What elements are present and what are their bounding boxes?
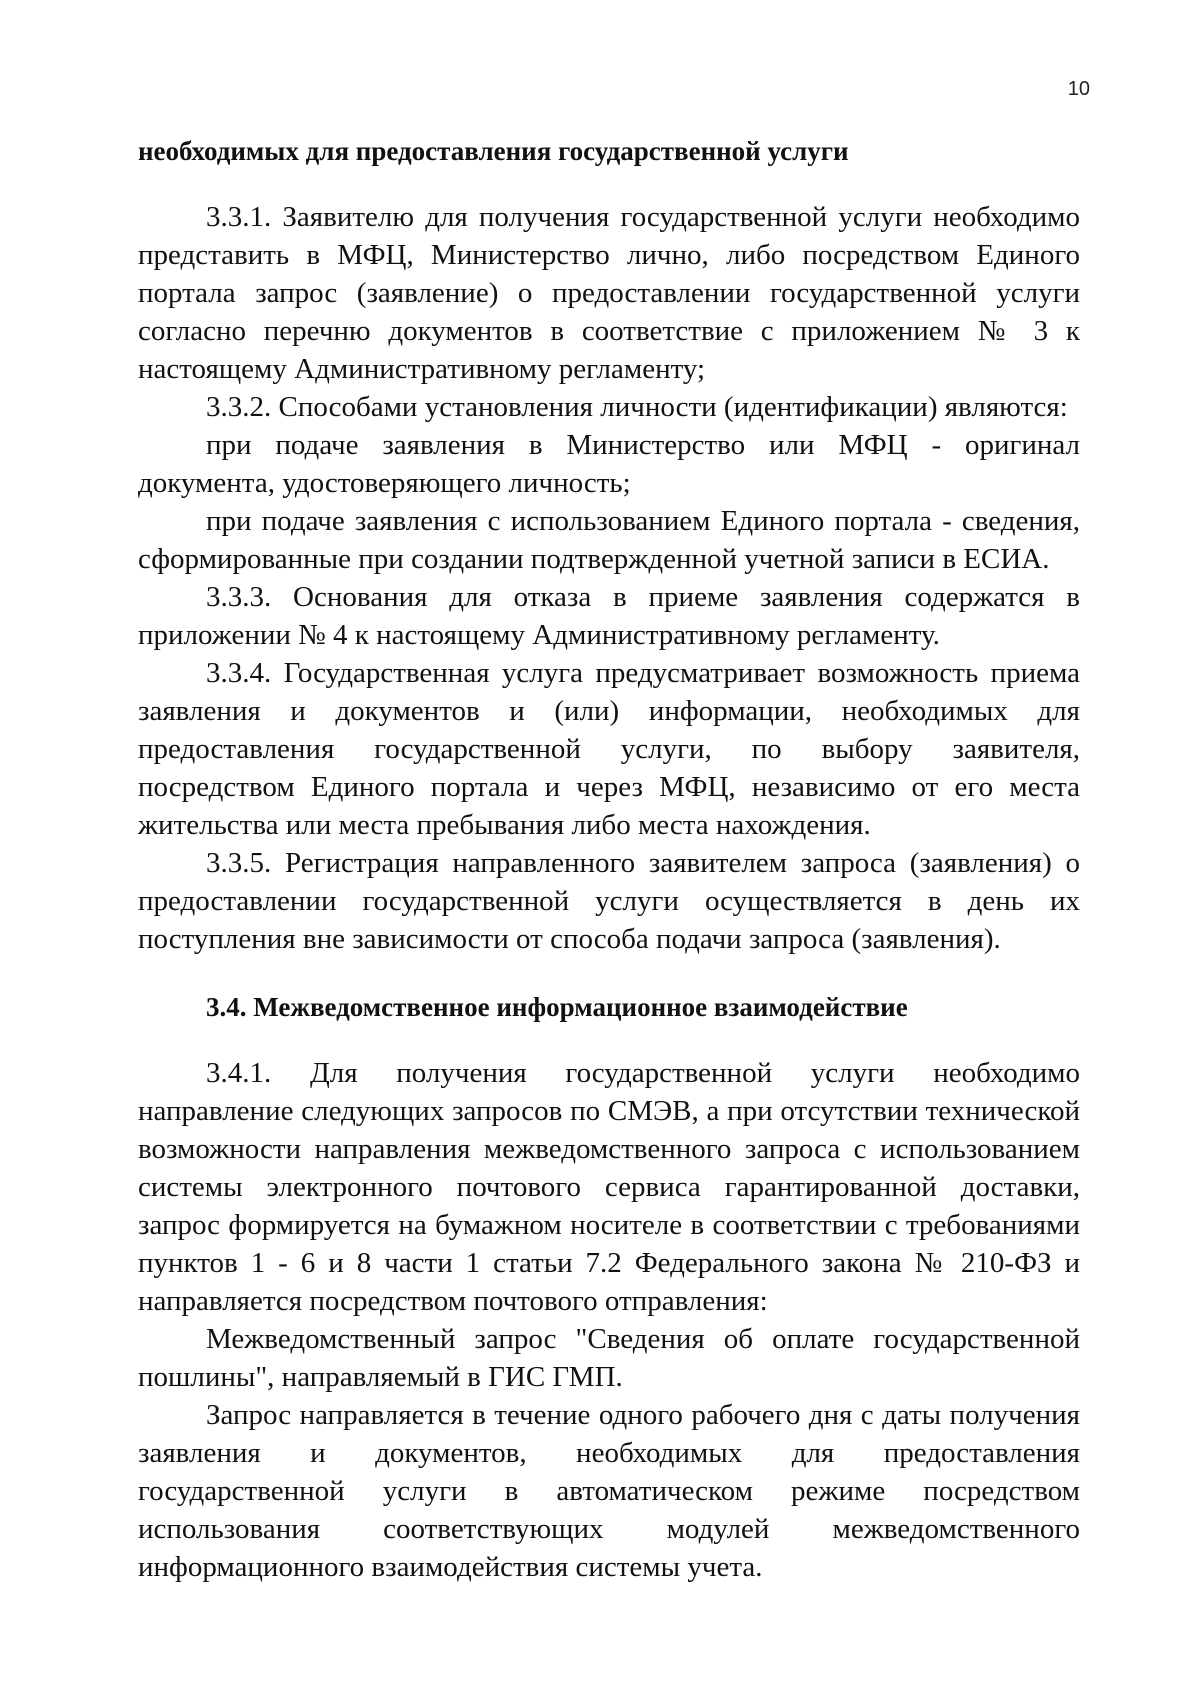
paragraph-3-3-4: 3.3.4. Государственная услуга предусматривает возможность приема заявления и документов и (или) информации, необходимых для предоставления государственной услуги, по выбору заявителя, посредством Единого портала и через МФЦ, независимо от его места жительства или места пребывания либо места нахождения. [138, 657, 1080, 841]
paragraph-3-4-1-request: Межведомственный запрос "Сведения об оплате государственной пошлины", направляемый в ГИС ГМП. [138, 1323, 1080, 1393]
document-body [138, 132, 1080, 1586]
paragraph-3-4-1: 3.4.1. Для получения государственной услуги необходимо направление следующих запросов по СМЭВ, а при отсутствии технической возможности направления межведомственного запроса с использованием системы электронного почтового сервиса гарантированной доставки, запрос формируется на бумажном носителе в соответствии с требованиями пунктов 1 - 6 и 8 части 1 статьи 7.2 Федерального закона № 210-ФЗ и направляется посредством почтового отправления: [138, 1057, 1080, 1317]
paragraph-3-3-2-item-2: при подаче заявления с использованием Единого портала - сведения, сформированные при создании подтвержденной учетной записи в ЕСИА. [138, 505, 1080, 575]
heading-continuation: необходимых для предоставления государственной услуги [138, 136, 849, 166]
paragraph-3-3-3: 3.3.3. Основания для отказа в приеме заявления содержатся в приложении № 4 к настоящему Административному регламенту. [138, 581, 1080, 651]
paragraph-3-3-2-item-1: при подаче заявления в Министерство или МФЦ - оригинал документа, удостоверяющего личность; [138, 429, 1080, 499]
paragraph-3-3-2: 3.3.2. Способами установления личности (идентификации) являются: [206, 391, 1068, 423]
page-number: 10 [1067, 78, 1090, 100]
section-heading-3-4: 3.4. Межведомственное информационное взаимодействие [206, 992, 908, 1022]
paragraph-3-4-1-timing: Запрос направляется в течение одного рабочего дня с даты получения заявления и документов, необходимых для предоставления государственной услуги в автоматическом режиме посредством использования соответствующих модулей межведомственного информационного взаимодействия системы учета. [138, 1399, 1080, 1583]
paragraph-3-3-1: 3.3.1. Заявителю для получения государственной услуги необходимо представить в МФЦ, Министерство лично, либо посредством Единого портала запрос (заявление) о предоставлении государственной услуги согласно перечню документов в соответствие с приложением № 3 к настоящему Административному регламенту; [138, 201, 1080, 385]
paragraph-3-3-5: 3.3.5. Регистрация направленного заявителем запроса (заявления) о предоставлении государственной услуги осуществляется в день их поступления вне зависимости от способа подачи запроса (заявления). [138, 847, 1080, 955]
